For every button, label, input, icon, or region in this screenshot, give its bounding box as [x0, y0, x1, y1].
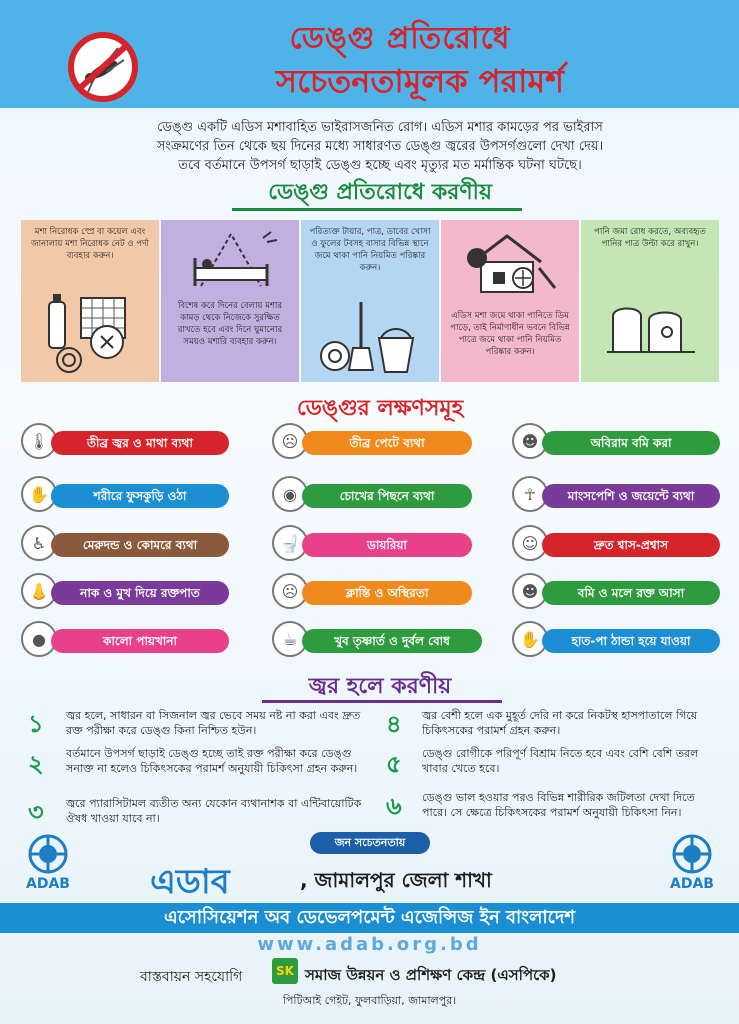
no-mosquito-icon	[66, 30, 140, 104]
symptom-label: দ্রুত শ্বাস-প্রশ্বাস	[542, 533, 720, 557]
vomit-icon: ☻	[512, 423, 548, 459]
mosquito-net-bed-icon	[181, 228, 281, 290]
blood-vomit-icon: ☻	[512, 573, 548, 609]
title-line-1: ডেঙ্গু প্রতিরোধে	[289, 21, 511, 56]
stomach-pain-icon: ☹	[272, 423, 308, 459]
eye-icon: ◉	[272, 476, 308, 512]
muscle-pain-icon: ☥	[512, 476, 548, 512]
action-text: জ্বর বেশী হলে এক মুহূর্ত দেরি না করে নিকটস্থ হাসপাতালে গিয়ে চিকিৎসকের পরামর্শ গ্রহন করুন।	[422, 709, 698, 737]
cleaning-bucket-icon	[317, 298, 425, 376]
breathing-icon: ☺	[512, 525, 548, 561]
intro-line: সংক্রমণের তিন থেকে ছয় দিনের মধ্যে সাধারণত ডেঙ্গু জ্বরের উপসর্গগুলো দেখা দেয়।	[156, 139, 604, 154]
stool-icon: ●	[21, 621, 57, 657]
prevention-panel-3	[301, 220, 439, 382]
mosquito-spray-icon	[41, 290, 141, 375]
symptom-item	[21, 626, 231, 654]
symptom-item	[512, 428, 720, 456]
website-link[interactable]: www.adab.org.bd	[257, 934, 482, 955]
upturned-containers-icon	[605, 296, 697, 356]
intro-line: তবে বর্তমানে উপসর্গ ছাড়াই ডেঙ্গু হচ্ছে এবং মৃত্যুর মত মর্মান্তিক ঘটনা ঘটছে।	[178, 158, 582, 173]
symptom-label: অবিরাম বমি করা	[542, 431, 720, 455]
prevention-panel-4	[441, 220, 579, 382]
symptoms-title: ডেঙ্গুর লক্ষণসমূহ	[296, 396, 464, 421]
symptom-label: কালো পায়খানা	[51, 629, 229, 653]
toilet-icon: 🚽	[272, 525, 308, 561]
adab-emblem-icon	[664, 832, 720, 876]
intro-line: ডেঙ্গু একটি এডিস মশাবাহিত ভাইরাসজনিত রোগ। এডিস মশার কামড়ের পর ভাইরাস	[157, 120, 603, 135]
symptom-label: মাংসপেশি ও জয়েন্টে ব্যথা	[542, 484, 720, 508]
symptom-item	[512, 481, 720, 509]
prevention-title: ডেঙ্গু প্রতিরোধে করণীয়	[268, 180, 492, 205]
action-number: ২	[28, 750, 44, 778]
thirst-icon: ☕	[272, 621, 308, 657]
action-text: ডেঙ্গু ভাল হওয়ার পরও বিভিন্ন শারীরিক জটিলতা দেখা দিতে পারে। সে ক্ষেত্রে চিকিৎসকের পরামর্শ অনুযায়ী চিকিৎসা নিন।	[422, 791, 695, 819]
adab-logo-text: ADAB	[670, 876, 714, 892]
spk-logo: SK	[272, 958, 298, 984]
action-number: ৪	[386, 710, 402, 738]
prevention-panel-5	[581, 220, 719, 382]
symptom-label: তীব্র পেটে ব্যথা	[302, 431, 472, 455]
thermometer-icon: 🌡	[21, 423, 57, 459]
symptom-label: চোখের পিছনে ব্যথা	[302, 484, 472, 508]
symptom-label: ক্লান্তি ও অস্থিরতা	[302, 581, 472, 605]
intro-text	[40, 118, 720, 175]
symptom-item	[272, 530, 472, 558]
symptom-label: বমি ও মলে রক্ত আসা	[542, 581, 720, 605]
symptom-item	[512, 530, 720, 558]
symptom-label: মেরুদন্ড ও কোমরে ব্যথা	[51, 533, 229, 557]
symptom-item	[272, 626, 482, 654]
adab-emblem-icon	[20, 832, 76, 876]
fever-actions-underline	[262, 700, 502, 703]
action-text: ডেঙ্গু রোগীকে পরিপূর্ণ বিশ্রাম নিতে হবে এবং বেশি বেশি তরল খাবার খেতে হবে।	[422, 747, 699, 775]
symptom-label: খুব তৃষ্ণার্ত ও দুর্বল বোধ	[302, 629, 482, 653]
panel-text: মশা নিরোধক স্প্রে বা কয়েল এবং জানালায় মশা নিরোধক নেট ও পর্দা ব্যবহার করুন।	[30, 227, 150, 261]
panel-text: পরিত্যক্ত টায়ার, পাত্র, ডাবের খোসা ও ফুলের টবসহ বাসার বিভিন্ন স্থানে জমে থাকা পানি নিয়মিত পরিষ্কার করুন।	[309, 227, 431, 273]
action-number: ১	[28, 710, 44, 738]
action-number: ৩	[28, 798, 44, 826]
prevention-panel-1	[21, 220, 159, 382]
org-name: এডাব	[150, 862, 230, 902]
org-full-name: এসোসিয়েশন অব ডেভেলপমেন্ট এজেন্সিজ ইন বাংলাদেশ	[0, 903, 739, 933]
symptom-label: হাত-পা ঠান্ডা হয়ে যাওয়া	[542, 629, 720, 653]
cold-hands-icon: ✋	[512, 621, 548, 657]
action-text: জ্বরে প্যারাসিটামল ব্যতীত অন্য যেকোন ব্যথানাশক বা এন্টিবায়োটিক ঔষধ খাওয়া যাবে না।	[66, 797, 362, 825]
panel-text: পানি জমা রোধ করতে, অব্যবহৃত পানির পাত্র উল্টা করে রাখুন।	[594, 227, 706, 249]
org-branch: , জামালপুর জেলা শাখা	[300, 868, 492, 892]
symptom-label: শরীরে ফুসকুড়ি ওঠা	[51, 484, 229, 508]
rash-icon: ✋	[21, 476, 57, 512]
address: পিটিআই গেইট, ফুলবাড়িয়া, জামালপুর।	[282, 994, 457, 1007]
symptom-label: তীব্র জ্বর ও মাথা ব্যথা	[51, 431, 229, 455]
adab-logo-right	[664, 832, 720, 896]
symptom-item	[512, 578, 720, 606]
implementer-name: সমাজ উন্নয়ন ও প্রশিক্ষণ কেন্দ্র (এসপিকে)	[305, 966, 557, 984]
symptom-item	[21, 578, 231, 606]
symptom-item	[512, 626, 720, 654]
action-number: ৫	[386, 750, 402, 778]
prevention-title-underline	[232, 208, 522, 211]
action-text: জ্বর হলে, সাধারন বা সিজনাল জ্বর ভেবে সময় নষ্ট না করা এবং দ্রুত রক্ত পরীক্ষা করে ডেঙ্গু কিনা নিশ্চিত হউন।	[66, 709, 361, 737]
symptom-label: নাক ও মুখ দিয়ে রক্তপাত	[51, 581, 229, 605]
symptom-item	[21, 481, 231, 509]
symptom-item	[21, 428, 231, 456]
action-text: বর্তমানে উপসর্গ ছাড়াই ডেঙ্গু হচ্ছে তাই রক্ত পরীক্ষা করে ডেঙ্গু সনাক্ত না হলেও চিকিৎসকের পরামর্শ অনুযায়ী চিকিৎসা গ্রহন করুন।	[66, 747, 358, 775]
panel-text: বিশেষ করে দিনের বেলায় মশার কামড় থেকে নিজেকে সুরক্ষিত রাখতে হবে এবং দিনে ঘুমানোর সময়ও মশারি ব্যবহার করুন।	[177, 301, 283, 347]
symptom-item	[272, 481, 472, 509]
construction-house-icon	[463, 228, 559, 298]
symptom-label: ডায়রিয়া	[302, 533, 472, 557]
prevention-panel-2	[161, 220, 299, 382]
adab-logo-text: ADAB	[26, 876, 70, 892]
fever-actions-title: জ্বর হলে করণীয়	[308, 674, 452, 699]
panel-text: এডিস মশা জমে থাকা পানিতে ডিম পাড়ে, তাই নির্মাণাধীন ভবনে বিভিন্ন পাত্রে জমে থাকা পানি নিয়মিত পরিষ্কার করুন।	[450, 311, 570, 357]
title-line-2: সচেতনতামূলক পরামর্শ	[275, 62, 565, 100]
fatigue-icon: ☹	[272, 573, 308, 609]
symptom-item	[272, 428, 472, 456]
symptom-item	[272, 578, 472, 606]
implementer-label: বাস্তবায়ন সহযোগি	[140, 969, 243, 985]
awareness-badge: জন সচেতনতায়	[310, 832, 430, 854]
nose-icon: 👃	[21, 573, 57, 609]
action-number: ৬	[386, 792, 402, 820]
symptom-item	[21, 530, 231, 558]
back-pain-icon: ♿	[21, 525, 57, 561]
adab-logo-left	[20, 832, 76, 896]
